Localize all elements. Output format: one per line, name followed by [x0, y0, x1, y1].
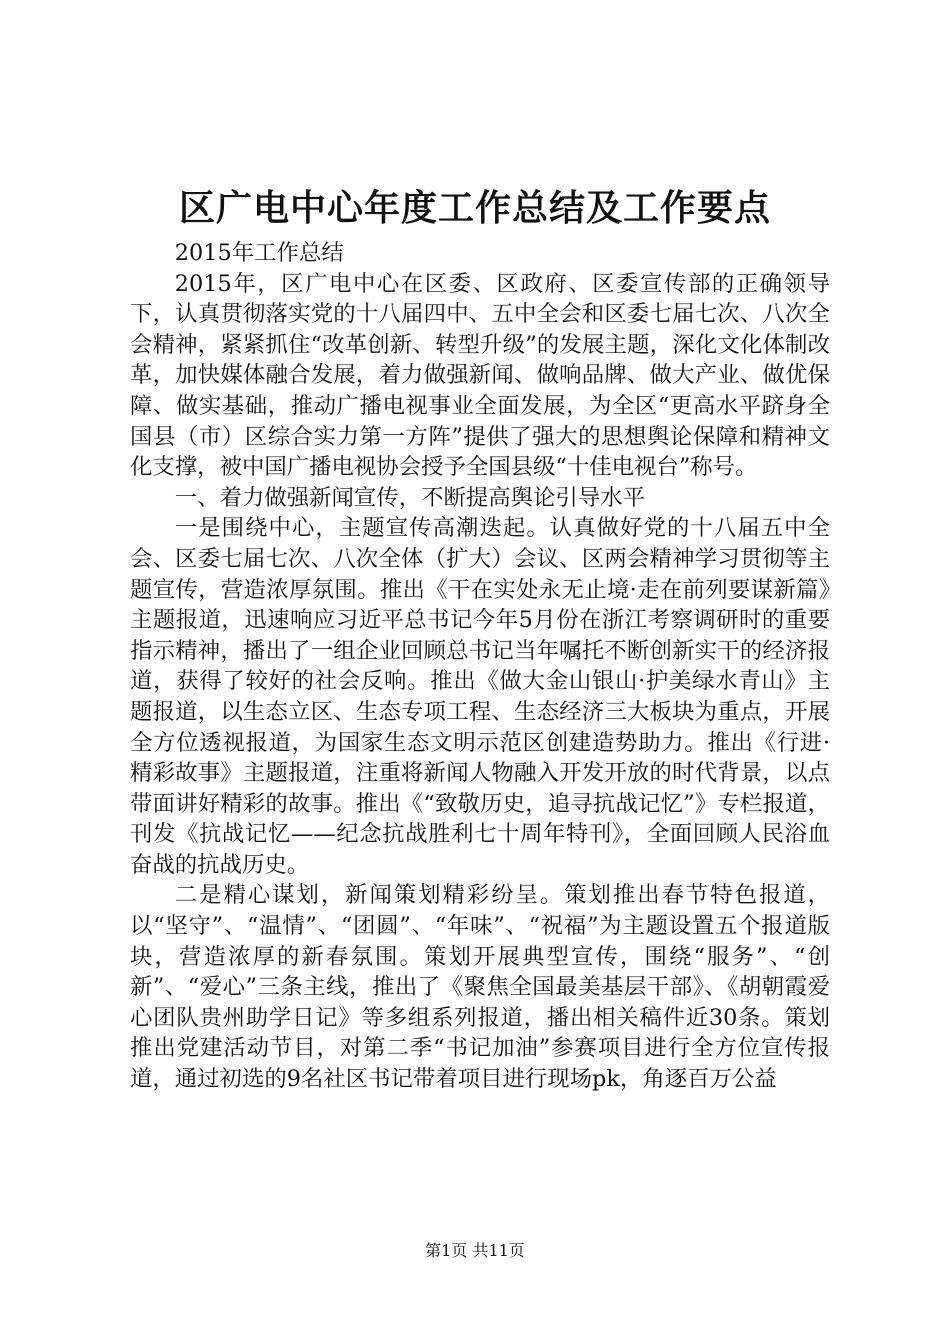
- section-heading-news-publicity: 一、着力做强新闻宣传，不断提高舆论引导水平: [174, 484, 645, 511]
- page-number-footer: 第1页 共11页: [425, 1241, 525, 1260]
- paragraph-news-planning: 二是精心谋划，新闻策划精彩纷呈。策划推出春节特色报道，以“坚守”、“温情”、“团圆”、“年味”、“祝福”为主题设置五个报道版块，营造浓厚的新春氛围。策划开展典型宣传，围绕“服务”、“创新”、“爱心”三条主线，推出了《聚焦全国最美基层干部》、《胡朝霞爱心团队贵州助学日记》等多组系列报道，播出相关稿件近30条。策划推出党建活动节目，对第二季“书记加油”参赛项目进行全方位宣传报道，通过初选的9名社区书记带着项目进行现场pk，角逐百万公益: [130, 882, 830, 1093]
- section-heading-2015-summary: 2015年工作总结: [174, 240, 344, 266]
- paragraph-theme-publicity: 一是围绕中心，主题宣传高潮迭起。认真做好党的十八届五中全会、区委七届七次、八次全体（扩大）会议、区两会精神学习贯彻等主题宣传，营造浓厚氛围。推出《干在实处永无止境·走在前列要谋新篇》主题报道，迅速响应习近平总书记今年5月份在浙江考察调研时的重要指示精神，播出了一组企业回顾总书记当年嘱托不断创新实干的经济报道，获得了较好的社会反响。推出《做大金山银山·护美绿水青山》主题报道，以生态立区、生态专项工程、生态经济三大板块为重点，开展全方位透视报道，为国家生态文明示范区创建造势助力。推出《行进·精彩故事》主题报道，注重将新闻人物融入开发开放的时代背景，以点带面讲好精彩的故事。推出《“致敬历史，追寻抗战记忆”》专栏报道，刊发《抗战记忆——纪念抗战胜利七十周年特刊》，全面回顾人民浴血奋战的抗战历史。: [130, 515, 830, 878]
- document-body: [130, 238, 830, 1095]
- intro-paragraph: 2015年，区广电中心在区委、区政府、区委宣传部的正确领导下，认真贯彻落实党的十八届四中、五中全会和区委七届七次、八次全会精神，紧紧抓住“改革创新、转型升级”的发展主题，深化文化体制改革，加快媒体融合发展，着力做强新闻、做响品牌、做大产业、做优保障、做实基础，推动广播电视事业全面发展，为全区“更高水平跻身全国县（市）区综合实力第一方阵”提供了强大的思想舆论保障和精神文化支撑，被中国广播电视协会授予全国县级“十佳电视台”称号。: [130, 270, 830, 481]
- page-title: 区广电中心年度工作总结及工作要点: [178, 187, 771, 229]
